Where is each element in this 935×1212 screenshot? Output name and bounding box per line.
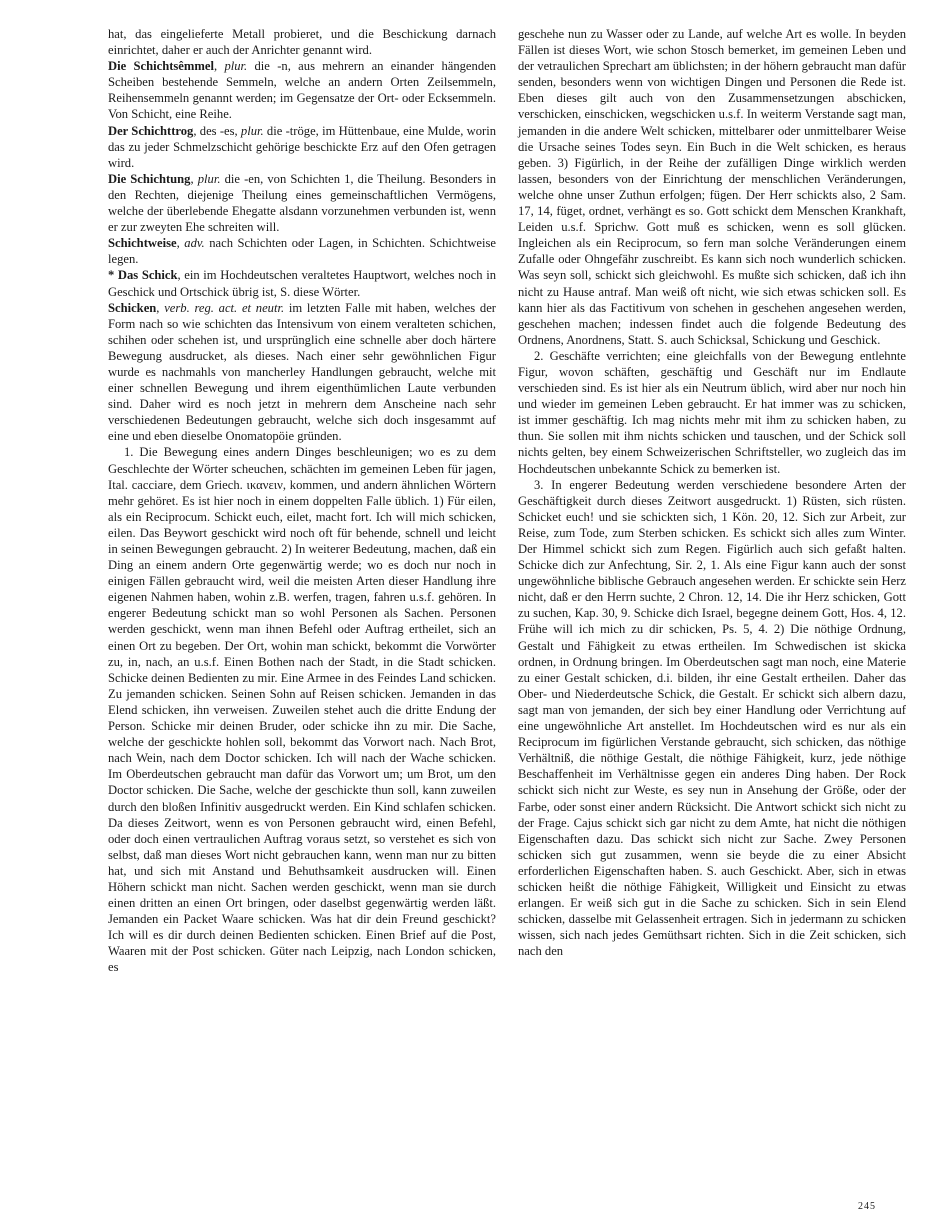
entry-definition: , ein im Hochdeutschen veraltetes Hauptwort, welches noch in Geschick und Ortschick übrig ist, S. diese Wörter.	[108, 268, 496, 299]
entry-headword: Schichtweise	[108, 236, 177, 251]
paragraph-text: geschehe nun zu Wasser oder zu Lande, auf welche Art es wolle. In beyden Fällen ist dieses Wort, wie schon Stosch bemerket, im gemeinen Leben und der vetraulichen Sprechart am üblichsten; in der höhern gebraucht man dafür senden, besonders wenn von wichtigen Dingen und Personen die Rede ist. Eben dieses gilt auch von den Zusammensetzungen abschicken, verschicken, einschicken, wegschicken u.s.f. In weiterm Verstande sagt man, jemanden in die andere Welt schicken, mittelbarer oder unmittelbarer Weise die Ursache seines Todes seyn. Ein Buch in die Welt schicken, es heraus geben. 3) Figürlich, in der Reihe der zufälligen Dinge wirklich werden lassen, besonders von der Einrichtung der menschlichen Veränderungen, welche ohne unser Zuthun erfolgen; fügen. Der Herr schickts also, 2 Sam. 17, 14, füget, ordnet, verhängt es so. Gott schickt dem Menschen Krankhaft, Leiden u.s.f. Sprichw. Gott muß es schicken, wenn es soll glücken. Ingleichen als ein Reciprocum, so fern man solche Veränderungen einem Zufalle oder Ohngefähr zuschreibt. Es kann sich noch wunderlich schicken. Was seyn soll, schickt sich gleichwohl. Es mußte sich schicken, daß ich ihn nicht zu Hause antraf. Man weiß oft nicht, wie sich etwas schicken soll. Es kann hier als das Factitivum von schehen in geschehen angesehen werden, geschehen machen; indessen findet auch die folgende Bedeutung des Ordnens, Anordnens, Statt. S. auch Schicksal, Schickung und Geschick.	[518, 27, 906, 347]
entry-definition: die -n, aus mehrern an einander hängenden Scheiben bestehende Semmeln, welche an andern Orten Zeilsemmeln, Reihensemmeln genannt werden; im Gegensatze der Ort- oder Ecksemmeln. Von Schicht, eine Reihe.	[108, 59, 497, 122]
sense-paragraph	[108, 444, 496, 975]
paragraph-text: 2. Geschäfte verrichten; eine gleichfalls von der Bewegung entlehnte Figur, wovon schäften, geschäftig und Geschäft nur im Endlaute verschieden sind. Es ist hier als ein Neutrum üblich, wird aber nur noch hin und wieder im gemeinen Leben gebraucht. Er hat immer was zu schicken, ist immer geschäftig. Ich mag nichts mehr mit ihm zu schicken haben, zu thun. Sie sollen mit ihm nichts schicken und tauschen, und der Schick soll nichts gelten, bey einem Schweizerischen Schriftsteller, wo zugleich das im Hochdeutschen unbekannte Schick zu bemerken ist.	[518, 348, 906, 476]
entry-grammar: plur.	[224, 59, 248, 74]
paragraph-text: 3. In engerer Bedeutung werden verschiedene besondere Arten der Geschäftigkeit durch dieses Zeitwort ausgedruckt. 1) Rüsten, sich rüsten. Schicket euch! und sie schickten sich, 1 Kön. 20, 12. Sich zur Arbeit, zur Reise, zum Tode, zum Sterben schicken. Es schickt sich alles zum Winter. Der Himmel schickt sich zum Regen. Figürlich auch sich gefaßt halten. Schicke dich zur Anfechtung, Sir. 2, 1. Als eine Figur kann auch der sonst ungewöhnliche biblische Gebrauch angesehen werden. Er schickte sein Herz nicht, daß er den Herrn suchte, 2 Chron. 12, 14. Die ihr Herz schicken, Gott zu suchen, Kap. 30, 9. Schicke dich Israel, begegne deinem Gott, Hos. 4, 12. Frühe will ich mich zu dir schicken, Ps. 5, 4. 2) Die nöthige Ordnung, Gestalt und Fähigkeit zu etwas ertheilen. Im Schwedischen ist skicka ordnen, in Ordnung bringen. Im Oberdeutschen sagt man noch, eine Materie zu einer Gestalt schicken, d.i. bilden, ihr eine Gestalt ertheilen. Daher das Ober- und Niederdeutsche Schick, die Gestalt. Er schickt sich albern dazu, sagt man von jemanden, der sich bey einer Handlung oder Verrichtung auf eine ungewöhnliche Art anstellet. Im Hochdeutschen wird es nur als ein Reciprocum im figürlichen Verstande gebraucht, sich schicken, das nöthige Verhältniß, die nöthige Gestalt, die nöthige Fähigkeit, kurz, jede nöthige Beschaffenheit im Verhältnisse gegen ein anderes Ding haben. Der Rock schickt sich nicht zur Weste, es sey nun in Ansehung der Größe, oder der Farbe, oder sonst einer andern Rücksicht. Die Antwort schickt sich nicht zu der Frage. Cajus schickt sich gar nicht zu dem Amte, hat nicht die nöthigen Eigenschaften dazu. Das schickt sich nicht zur Sache. Zwey Personen schicken sich gut zusammen, wenn sie beyde die zu einer Absicht erforderlichen Eigenschaften haben. S. auch Geschickt. Aber, sich in etwas schicken heißt die nöthige Fähigkeit, Willigkeit und Einsicht zu etwas erlangen. Er weiß sich gut in die Sache zu schicken. Sich in sein Elend schicken, dasselbe mit Gelassenheit ertragen. Sich in jedermann zu schicken wissen, sich nach jedes Gemüthsart richten. Sich in die Zeit schicken, sich nach den	[518, 477, 906, 959]
sense-paragraph	[518, 477, 906, 960]
right-column	[518, 26, 906, 959]
entry-headword: Die Schichtung	[108, 171, 191, 186]
entry-headword: Der Schichttrog	[108, 123, 194, 138]
entry-headword: * Das Schick	[108, 268, 178, 283]
entry-separator: ,	[190, 171, 198, 186]
dictionary-page	[108, 26, 906, 1212]
entry-headword: Schicken	[108, 300, 157, 315]
paragraph-text: 1. Die Bewegung eines andern Dinges beschleunigen; wo es zu dem Geschlechte der Wörter scheuchen, schächten im gemeinen Leben für jagen, Ital. cacciare, dem Griech. ικανειν, kommen, und andern ähnlichen Wörtern mehr gehöret. Es ist hier noch in einem doppelten Falle üblich. 1) Für eilen, als ein Reciprocum. Schickt euch, eilet, macht fort. Ich will mich schicken, eilen. Das Beywort geschickt wird noch oft für behende, schnell und leicht in seinen Bewegungen gebraucht. 2) In weiterer Bedeutung, machen, daß ein Ding an einem andern Orte gegenwärtig werde; wo es doch nur noch in einigen Fällen gebraucht wird, weil die meisten Arten dieser Handlung ihre eigenen Nahmen haben, wohin z.B. werfen, tragen, fahren u.s.f. gehören. In engerer Bedeutung schickt man so wohl Personen als Sachen. Personen werden geschickt, wenn man ihnen Befehl oder Auftrag ertheilet, sich an einen Ort zu begeben. Der Ort, wohin man schickt, bekommt die Vorwörter zu, in, nach, an u.s.f. Einen Bothen nach der Stadt, in die Stadt schicken. Schicke deinen Bedienten zu mir. Eine Armee in des Feindes Land schicken. Zu jemanden schicken. Seinen Sohn auf Reisen schicken. Jemanden in das Elend schicken, ihn verweisen. Zuweilen stehet auch die dritte Endung der Person. Schicke mir deinen Bruder, oder schicke ihn zu mir. Die Sache, welche der geschickte hohlen soll, bekommt das Vorwort nach. Nach Brot, nach Wein, nach dem Doctor schicken. Ich will nach der Wache schicken. Im Oberdeutschen gebraucht man dafür das Vorwort um; um Brot, um den Doctor schicken. Die Sache, welche der geschickte thun soll, kann zuweilen durch den bloßen Infinitiv ausgedruckt werden. Ein Kind schlafen schicken. Da dieses Zeitwort, wenn es von Personen gebraucht wird, einen Befehl, oder doch einen vertraulichen Auftrag voraus setzt, so verstehet es sich von selbst, daß man dieses Wort nicht gebrauchen kann, wenn man nur zu bitten hat, und sich mit Anstand und Behuthsamkeit ausdrucken will. Einen Höhern schickt man nicht. Sachen werden geschickt, wenn man sie durch einen dritten an einen Ort bringen, oder daselbst gegenwärtig werden läßt. Jemanden ein Packet Waare schicken. Was hat dir dein Freund geschickt? Ich will es dir durch deinen Bedienten schicken. Einen Brief auf die Post, Waaren mit der Post schicken. Güter nach Leipzig, nach London schicken, es	[108, 445, 496, 975]
left-column	[108, 26, 496, 976]
dictionary-entry	[108, 235, 496, 267]
dictionary-entry	[108, 58, 496, 122]
entry-headword: Die Schichtsêmmel	[108, 59, 214, 74]
paragraph-text: hat, das eingelieferte Metall probieret, und die Beschickung darnach einrichtet, daher er auch der Anrichter genannt wird.	[108, 27, 496, 58]
entry-grammar: plur.	[240, 123, 264, 138]
entry-separator: ,	[176, 236, 185, 251]
entry-grammar: plur.	[197, 171, 221, 186]
entry-grammar: verb. reg. act. et neutr.	[164, 300, 285, 315]
entry-separator: ,	[213, 59, 225, 74]
sense-paragraph	[518, 348, 906, 477]
dictionary-entry	[108, 171, 496, 235]
page-number: 245	[858, 1201, 876, 1212]
dictionary-entry	[108, 300, 496, 445]
entry-definition: die -tröge, im Hüttenbaue, eine Mulde, worin das zu jeder Schmelzschicht gehörige beschickte Erz auf den Ofen getragen wird.	[108, 123, 496, 170]
entry-grammar: adv.	[184, 236, 205, 251]
dictionary-entry	[108, 123, 496, 171]
entry-definition: im letzten Falle mit haben, welches der Form nach so wie schichten das Intensivum von einem veralteten schichen, schihen oder schehen ist, und ursprünglich eine schnelle aber doch härtere Bewegung ausdrucket, als dieses. Nach einer sehr gewöhnlichen Figur wurde es nachmahls von mancherley Handlungen gebraucht, welche mit einer schnellen Bewegung und ihrem eigenthümlichen Laute verbunden sind. Daher wird es noch jetzt in mehrern dem Anscheine nach sehr verschiedenen Bedeutungen gebraucht, welche sich doch insgesammt auf eine und eben dieselbe Onomatopöie gründen.	[108, 300, 496, 444]
entry-separator: , des -es,	[193, 123, 241, 138]
dictionary-entry	[108, 267, 496, 299]
entry-definition: nach Schichten oder Lagen, in Schichten. Schichtweise legen.	[108, 236, 496, 267]
continued-text	[518, 26, 906, 348]
continued-text	[108, 26, 496, 58]
entry-definition: die -en, von Schichten 1, die Theilung. Besonders in den Rechten, diejenige Theilung eines gemeinschaftlichen Vermögens, welche der überlebende Ehegatte alsdann vorzunehmen verbunden ist, wenn er zur zweyten Ehe schreiten will.	[108, 171, 497, 235]
entry-separator: ,	[156, 300, 165, 315]
